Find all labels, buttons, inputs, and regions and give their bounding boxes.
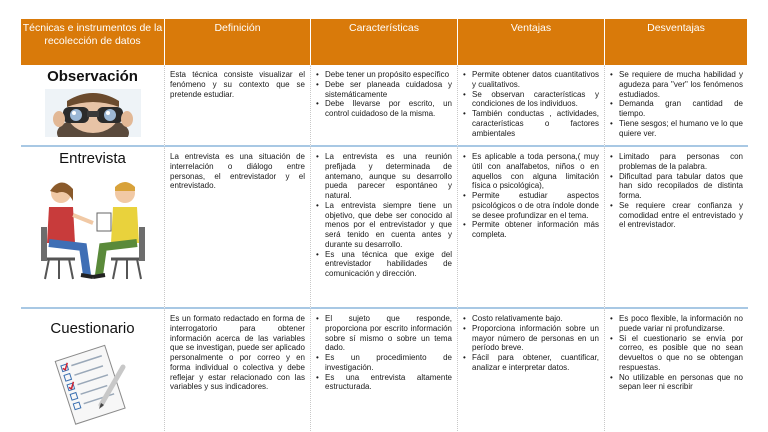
disadvantages-cell-observacion <box>605 65 748 147</box>
advantages-cell-entrevista <box>458 147 605 309</box>
characteristics-list <box>316 70 452 119</box>
list-item: • Limitado para personas con problemas de la palabra. <box>610 152 743 172</box>
interview-people-icon <box>35 171 151 287</box>
list-item: • Permite obtener información más completa. <box>463 220 599 240</box>
binoculars-person-icon <box>45 89 141 137</box>
technique-name: Observación <box>47 68 138 85</box>
definition-text: Esta técnica consiste visualizar el fenómeno y su contexto que se pretende estudiar. <box>170 70 305 99</box>
header-disadvantages: Desventajas <box>605 19 748 65</box>
header-techniques: Técnicas e instrumentos de la recolección de datos <box>21 19 165 65</box>
list-item: • Es una técnica que exige del entrevistador habilidades de comunicación y dirección. <box>316 250 452 279</box>
list-item: • Permite obtener datos cuantitativos y cualitativos. <box>463 70 599 90</box>
list-item: • Demanda gran cantidad de tiempo. <box>610 99 743 119</box>
questionnaire-form-icon <box>51 341 135 425</box>
list-item: • Se observan características y condiciones de los individuos. <box>463 90 599 110</box>
list-item: • El sujeto que responde, proporciona por escrito información sobre sí mismo o sobre un tema dado. <box>316 314 452 353</box>
list-item: • Proporciona información sobre un mayor número de personas en un período breve. <box>463 324 599 353</box>
list-item: • Fácil para obtener, cuantificar, analizar e interpretar datos. <box>463 353 599 373</box>
characteristics-list <box>316 152 452 279</box>
list-item: • Dificultad para tabular datos que han sido recopilados de distinta forma. <box>610 172 743 201</box>
technique-cell-observacion <box>21 65 165 147</box>
characteristics-cell-observacion <box>311 65 458 147</box>
list-item: • Debe llevarse por escrito, un control cuidadoso de la misma. <box>316 99 452 119</box>
technique-name: Cuestionario <box>50 320 135 337</box>
list-item: • Debe tener un propósito específico <box>316 70 452 80</box>
characteristics-cell-cuestionario <box>311 309 458 431</box>
disadvantages-list <box>610 314 743 392</box>
definition-text: Es un formato redactado en forma de interrogatorio para obtener información acerca de las variables que se investigan, puede ser aplicado personalmente o por correo y en forma individual o colectiva y debe reflejar y estar relacionado con las variables y sus indicadores. <box>170 314 305 392</box>
definition-cell-observacion <box>165 65 311 147</box>
characteristics-cell-entrevista <box>311 147 458 309</box>
list-item: • Es una entrevista altamente estructurada. <box>316 373 452 393</box>
list-item: • Costo relativamente bajo. <box>463 314 599 324</box>
list-item: • También conductas , actividades, características o factores ambientales <box>463 109 599 138</box>
disadvantages-list <box>610 70 743 138</box>
header-advantages: Ventajas <box>458 19 605 65</box>
list-item: • Es poco flexible, la información no puede variar ni profundizarse. <box>610 314 743 334</box>
list-item: • Es aplicable a toda persona,( muy útil con analfabetos, niños o en aquellos con alguna limitación física o psicológica), <box>463 152 599 191</box>
list-item: • Se requiere de mucha habilidad y agudeza para "ver" los fenómenos estudiados. <box>610 70 743 99</box>
list-item: • Tiene sesgos; el humano ve lo que quiere ver. <box>610 119 743 139</box>
header-characteristics: Características <box>311 19 458 65</box>
disadvantages-cell-cuestionario <box>605 309 748 431</box>
list-item: • No utilizable en personas que no sepan leer ni escribir <box>610 373 743 393</box>
list-item: • Es un procedimiento de investigación. <box>316 353 452 373</box>
disadvantages-list <box>610 152 743 230</box>
definition-text: La entrevista es una situación de interrelación o diálogo entre personas, el entrevistador y el entrevistado. <box>170 152 305 191</box>
list-item: • La entrevista siempre tiene un objetivo, que debe ser conocido al menos por el entrevistador y que será tenido en cuenta antes y durante su desarrollo. <box>316 201 452 250</box>
list-item: • Se requiere crear confianza y comodidad entre el entrevistado y el entrevistador. <box>610 201 743 230</box>
header-definition: Definición <box>165 19 311 65</box>
advantages-cell-cuestionario <box>458 309 605 431</box>
advantages-list <box>463 70 599 138</box>
technique-cell-entrevista <box>21 147 165 309</box>
list-item: • La entrevista es una reunión prefijada y determinada de antemano, aunque su desarrollo pueda parecer espontáneo y natural. <box>316 152 452 201</box>
definition-cell-entrevista <box>165 147 311 309</box>
list-item: • Permite estudiar aspectos psicológicos o de otra índole donde se desee profundizar en el tema. <box>463 191 599 220</box>
advantages-cell-observacion <box>458 65 605 147</box>
advantages-list <box>463 314 599 373</box>
techniques-table <box>21 19 748 431</box>
technique-name: Entrevista <box>59 150 126 167</box>
list-item: • Si el cuestionario se envía por correo, es posible que no sean devueltos o que no se obtengan respuestas. <box>610 334 743 373</box>
advantages-list <box>463 152 599 240</box>
definition-cell-cuestionario <box>165 309 311 431</box>
characteristics-list <box>316 314 452 392</box>
technique-cell-cuestionario <box>21 309 165 431</box>
list-item: • Debe ser planeada cuidadosa y sistemáticamente <box>316 80 452 100</box>
disadvantages-cell-entrevista <box>605 147 748 309</box>
table-grid <box>21 19 748 431</box>
